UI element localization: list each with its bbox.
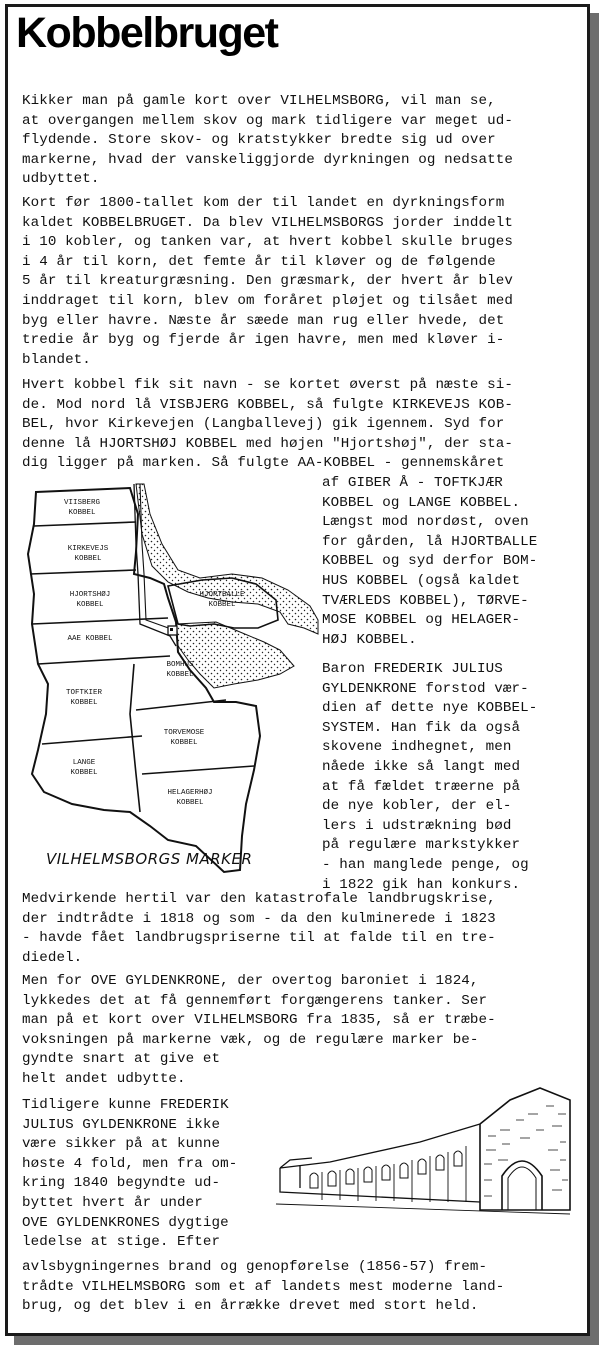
- map-label-kirkevejs: KIRKEVEJS: [67, 545, 109, 553]
- window-row: [310, 1151, 462, 1188]
- map-label-aae: AAE KOBBEL: [67, 635, 113, 643]
- paragraph-kobbel-names: Hvert kobbel fik sit navn - se kortet øverst på næste si- de. Mod nord lå VISBJERG KOBBEL, så fulgte KIRKEVEJS KOB- BEL, hvor Kirkevejen (Langballevej) gik igennem. Syd for denne lå HJORTSHØJ KOBBEL med højen "Hjortshøj", der sta- dig ligger på marken. Så fulgte AA-KOBBEL - gennemskåret: [22, 377, 513, 472]
- svg-text:KOBBEL: KOBBEL: [176, 799, 204, 807]
- svg-text:KOBBEL: KOBBEL: [70, 699, 98, 707]
- map-label-lange: LANGE: [72, 759, 96, 767]
- paragraph-landbrugskrise: Medvirkende hertil var den katastrofale landbrugskrise, der indtrådte i 1818 og som - da den kulminerede i 1823 - havde fået landbrugspriserne til at falde til en tre- diedel.: [22, 891, 496, 966]
- paragraph-tidligere: Tidligere kunne FREDERIK JULIUS GYLDENKRONE ikke være sikker på at kunne høste 4 fold, men fra om- kring 1840 begyndte ud- byttet hvert år under OVE GYLDENKRONES dygtige ledelse at stige. Efter: [22, 1097, 238, 1251]
- paragraph-avlsbygninger: avlsbygningernes brand og genopførelse (1856-57) frem- trådte VILHELMSBORG som et af landets mest moderne land- brug, og det blev i en årrække drevet med stort held.: [22, 1259, 505, 1315]
- field-map: [18, 474, 334, 874]
- map-label-hjortballe: HJORTBALLE: [199, 591, 245, 599]
- map-label-bomhus: BOMHUS: [166, 661, 194, 669]
- svg-text:KOBBEL: KOBBEL: [70, 769, 98, 777]
- svg-text:KOBBEL: KOBBEL: [76, 601, 104, 609]
- map-label-visbjerg: VIISBERG: [63, 499, 101, 507]
- svg-text:KOBBEL: KOBBEL: [208, 601, 236, 609]
- svg-text:KOBBEL: KOBBEL: [166, 671, 194, 679]
- map-label-toftkier: TOFTKIER: [65, 689, 103, 697]
- paragraph-baron-frederik: Baron FREDERIK JULIUS GYLDENKRONE forstod vær- dien af dette nye KOBBEL- SYSTEM. Han fik da også skovene indhegnet, men nåede ikke så langt med at få fældet træerne på de nye kobler, der el- lers i udstrækning bød på regulære markstykker - han manglede penge, og i 1822 gik han konkurs.: [322, 661, 538, 893]
- farm-buildings-illustration: [270, 1080, 580, 1220]
- forest-area-east: [176, 622, 294, 688]
- svg-text:KOBBEL: KOBBEL: [68, 509, 96, 517]
- map-label-hjortshoj: HJORTSHØJ: [69, 591, 111, 599]
- paragraph-kobbel-names-continued: af GIBER Å - TOFTKJÆR KOBBEL og LANGE KOBBEL. Længst mod nordøst, oven for gården, lå HJORTBALLE KOBBEL og syd derfor BOM- HUS KOBBEL (også kaldet TVÆRLEDS KOBBEL), TØRVE- MOSE KOBBEL og HELAGER- HØJ KOBBEL.: [322, 475, 538, 648]
- paragraph-kobbelbruget: Kort før 1800-tallet kom der til landet en dyrkningsform kaldet KOBBELBRUGET. Da blev VILHELMSBORGS jorder inddelt i 10 kobler, og tanken var, at hvert kobbel skulle bruges i 4 år til korn, det femte år til kløver og de følgende 5 år til kreaturgræsning. Den græsmark, der hvert år blev inddraget til korn, blev om foråret pløjet og tilsået med byg eller havre. Næste år sæede man rug eller hvede, det tredie år byg og fjerde år igen havre, men med kløver i- blandet.: [22, 195, 513, 368]
- paragraph-intro: Kikker man på gamle kort over VILHELMSBORG, vil man se, at overgangen mellem skov og mark tidligere var meget ud- flydende. Store skov- og kratstykker bredte sig ud over markerne, hvad der vanskeliggjorde dyrkningen og nedsatte udbyttet.: [22, 93, 513, 188]
- svg-text:KOBBEL: KOBBEL: [74, 555, 102, 563]
- forest-area-north: [136, 484, 318, 634]
- map-caption: VILHELMSBORGS MARKER: [46, 850, 253, 868]
- map-label-helagerhoj: HELAGERHØJ: [167, 789, 213, 797]
- page-title: Kobbelbruget: [16, 9, 278, 57]
- paragraph-ove-gyldenkrone: Men for OVE GYLDENKRONE, der overtog baroniet i 1824, lykkedes det at få gennemført forgængerens tanker. Ser man på et kort over VILHELMSBORG fra 1835, så er træbe- voksningen på markerne væk, og de regulære marker be- gyndte snart at give et helt andet udbytte.: [22, 973, 496, 1087]
- map-label-torvemose: TORVEMOSE: [163, 729, 205, 737]
- svg-text:KOBBEL: KOBBEL: [170, 739, 198, 747]
